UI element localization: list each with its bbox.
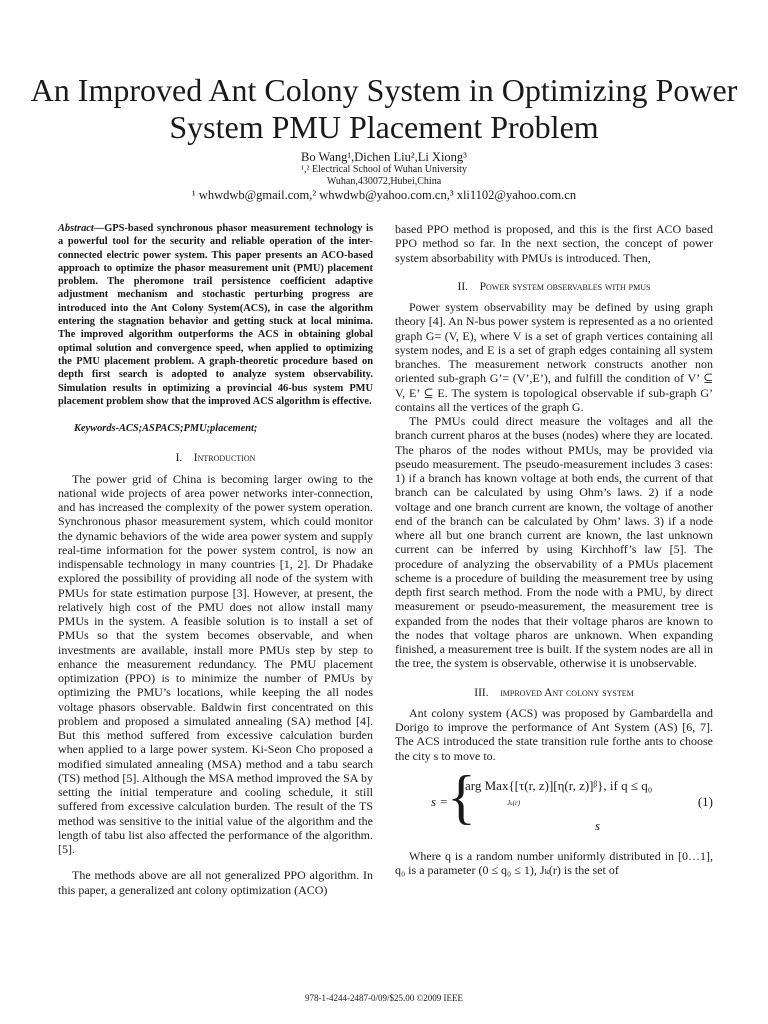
abstract-text: —GPS-based synchronous phasor measurement technology is a powerful tool for the security and reliable operation of the inter-connected electric power system. This paper presents an ACO-based approach to optimize the phasor measurement unit (PMU) placement problem. The pheromone trail persistence coefficient adaptive adjustment mechanism and stochastic perturbing progress are introduced into the Ant Colony System(ACS), in case the algorithm entering the stagnation behavior and getting stuck at local minima. The improved algorithm outperforms the ACS in obtaining global optimal solution and convergence speed, when applied to optimizing the PMU placement problem. A graph-theoretic procedure based on depth first search is adopted to analyze system observability. Simulation results in optimizing a provincial 46-bus system PMU placement problem show that the improved ACS algorithm is effective. bbox=[58, 223, 373, 407]
left-column bbox=[58, 222, 373, 897]
paper-title: An Improved Ant Colony System in Optimizing Power System PMU Placement Problem bbox=[30, 72, 738, 145]
equation-line-1: arg Max{[τ(r, z)][η(r, z)]ᵝ}, if q ≤ q₀ bbox=[465, 777, 653, 793]
footer-copyright: 978-1-4244-2487-0/09/$25.00 ©2009 IEEE bbox=[304, 993, 464, 1003]
equation-brace: { bbox=[447, 763, 476, 830]
intro-paragraph-2: The methods above are all not generalized PPO algorithm. In this paper, a generalized ant colony optimization (ACO) bbox=[58, 868, 373, 897]
right-column bbox=[395, 222, 713, 877]
section-heading-observables: II. Power system observables with pmus bbox=[457, 280, 651, 293]
acs-paragraph-2: Where q is a random number uniformly distributed in [0…1], q₀ is a parameter (0 ≤ q₀ ≤ 1), Jₖ(r) is the set of bbox=[395, 848, 713, 877]
affiliation: ¹,² Electrical School of Wuhan University bbox=[301, 164, 467, 175]
section-heading-acs: III. improved Ant colony system bbox=[474, 686, 634, 699]
keywords: Keywords-ACS;ASPACS;PMU;placement; bbox=[74, 423, 258, 435]
intro-paragraph-1: The power grid of China is becoming larger owing to the national wide projects of area power networks inter-connection, and has increased the complexity of the power system operation. Synchronous phasor measurement system, which could monitor the dynamic behaviors of the wide area power system and supply real-time information for the power system control, is now an indispensable technology in many countries [1, 2]. Dr Phadake explored the possibility of providing all node of the system with PMUs for state estimation purpose [3]. However, at present, the relatively high cost of the PMU does not allow install many PMUs in the system. A feasible solution is to install a set of PMUs so that the system becomes observable, and when investments are available, install more PMUs step by step to enhance the measurement redundancy. The PMU placement optimization (PPO) is to minimize the number of PMUs by optimizing the PMU’s locations, while keeping the all nodes voltage phasors observable. Baldwin first concentrated on this problem and proposed a simulated annealing (SA) method [4]. But this method suffered from excessive calculation burden when applied to a large power system. Ki-Seon Cho proposed a modified simulated annealing (MSA) method and a tabu search (TS) method [5]. Although the MSA method improved the SA by setting the initial temperature and cooling schedule, it still suffered from excessive calculation burden. The result of the TS method was sensitive to the initial value of the algorithm and the length of tabu list also affected the performance of the algorithm. [5]. bbox=[58, 471, 373, 857]
address: Wuhan,430072,Hubei,China bbox=[326, 176, 442, 187]
observ-paragraph-2: The PMUs could direct measure the voltages and all the branch current pharos at the buses (nodes) where they are located. The pharos of the nodes without PMUs, may be provided via pseudo measurement. The pseudo-measurement includes 3 cases: 1) if a branch has known voltage at both ends, the current of that branch can be calculated by using Ohm’s laws. 2) if a node voltage and one branch current are known, the voltage of another end of the branch can be calculated by Ohm’ laws. 3) if a node where all but one branch current are known, the last unknown current can be inferred by using Kirchhoff’s law [5]. The procedure of analyzing the observability of a PMUs placement scheme is a procedure of building the measurement tree by using depth first search method. From the node with a PMU, by direct measurement or pseudo-measurement, the measurement tree is expanded from the nodes that their voltage pharos are known to the nodes that voltage pharos are unknown. When expanding finished, a measurement tree is built. If the system nodes are all in the tree, the system is observable, otherwise it is unobservable. bbox=[395, 414, 713, 671]
section-heading-introduction: I. Introduction bbox=[175, 452, 256, 465]
equation-1 bbox=[395, 763, 713, 839]
author-emails: ¹ whwdwb@gmail.com,² whwdwb@yahoo.com.cn,³ xli1102@yahoo.com.cn bbox=[191, 188, 577, 202]
author-block bbox=[0, 150, 768, 202]
acs-paragraph-1: Ant colony system (ACS) was proposed by Gambardella and Dorigo to improve the performance of Ant System (AS) [6, 7]. The ACS introduced the state transition rule forthe ants to choose the city s to move to. bbox=[395, 705, 713, 763]
equation-number: (1) bbox=[697, 793, 713, 809]
equation-subscript: Jₖ(r) bbox=[507, 798, 521, 807]
author-names: Bo Wang¹,Dichen Liu²,Li Xiong³ bbox=[301, 150, 467, 164]
equation-lhs: s = bbox=[431, 793, 449, 809]
abstract-label: Abstract bbox=[58, 223, 94, 234]
intro-paragraph-2-cont: based PPO method is proposed, and this is the first ACO based PPO method so far. In the next section, the concept of power system absorbability with PMUs is introduced. Then, bbox=[395, 222, 713, 265]
equation-line-2: s bbox=[595, 817, 601, 833]
observ-paragraph-1: Power system observability may be defined by using graph theory [4]. An N-bus power system is represented as a no oriented graph G= (V, E), where V is a set of graph vertices containing all system nodes, and E is a set of graph edges containing all system branches. The measurement network constructs another non oriented sub-graph G’= (V’,E’), and fulfill the condition of V’ ⊆ V, E’ ⊆ E. The system is topological observable if sub-graph G’ contains all the vertices of the graph G. bbox=[395, 300, 713, 414]
abstract bbox=[58, 222, 373, 408]
